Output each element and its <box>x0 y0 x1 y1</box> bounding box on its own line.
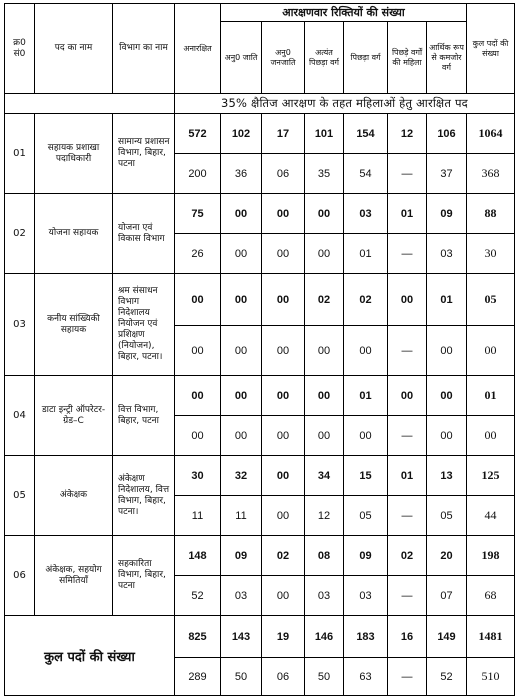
cell-ews-total: 00 <box>427 376 467 416</box>
cell-total-women: 368 <box>467 154 515 194</box>
cell-ebc-women: 00 <box>305 234 344 274</box>
note-spacer <box>5 94 175 114</box>
cell-bc-women-total: 02 <box>388 536 427 576</box>
header-sc: अनु0 जाति <box>221 22 262 94</box>
grand-bc-women-total: 16 <box>388 616 427 658</box>
cell-unreserved-total: 75 <box>175 194 221 234</box>
cell-ews-total: 13 <box>427 456 467 496</box>
post-name: अंकेक्षक <box>35 456 113 536</box>
post-serial: 06 <box>5 536 35 616</box>
cell-total-total: 125 <box>467 456 515 496</box>
post-serial: 05 <box>5 456 35 536</box>
grand-st-total: 19 <box>262 616 305 658</box>
cell-bc-total: 01 <box>344 376 388 416</box>
cell-total-total: 198 <box>467 536 515 576</box>
cell-unreserved-total: 00 <box>175 274 221 326</box>
cell-ews-women: 07 <box>427 576 467 616</box>
cell-ebc-total: 02 <box>305 274 344 326</box>
grand-total-women: 510 <box>467 658 515 696</box>
grand-sc-women: 50 <box>221 658 262 696</box>
header-unreserved: अनारक्षित <box>175 4 221 94</box>
cell-bc-women-total: 12 <box>388 114 427 154</box>
header-bc-women: पिछड़े वर्गों की महिला <box>388 22 427 94</box>
cell-total-total: 88 <box>467 194 515 234</box>
header-reserved-group: आरक्षणवार रिक्तियों की संख्या <box>221 4 467 22</box>
cell-st-women: 00 <box>262 416 305 456</box>
post-department: सामान्य प्रशासन विभाग, बिहार, पटना <box>113 114 175 194</box>
cell-bc-total: 15 <box>344 456 388 496</box>
post-row-total <box>5 376 515 416</box>
grand-ebc-total: 146 <box>305 616 344 658</box>
post-name: कनीय सांख्यिकी सहायक <box>35 274 113 376</box>
cell-unreserved-women: 52 <box>175 576 221 616</box>
cell-unreserved-total: 148 <box>175 536 221 576</box>
women-reservation-note: 35% क्षैतिज आरक्षण के तहत महिलाओं हेतु आरक्षित पद <box>175 94 515 114</box>
header-post-name: पद का नाम <box>35 4 113 94</box>
cell-bc-women-total: 00 <box>388 274 427 326</box>
cell-bc-women: 01 <box>344 234 388 274</box>
cell-unreserved-women: 26 <box>175 234 221 274</box>
cell-ebc-women: 00 <box>305 326 344 376</box>
cell-bc-women-women: — <box>388 154 427 194</box>
cell-bc-total: 09 <box>344 536 388 576</box>
post-serial: 04 <box>5 376 35 456</box>
cell-bc-women: 54 <box>344 154 388 194</box>
cell-ebc-women: 03 <box>305 576 344 616</box>
cell-sc-total: 00 <box>221 274 262 326</box>
header-bc: पिछड़ा वर्ग <box>344 22 388 94</box>
cell-sc-women: 00 <box>221 416 262 456</box>
grand-ebc-women: 50 <box>305 658 344 696</box>
post-department: अंकेक्षण निदेशालय, वित्त विभाग, बिहार, पटना। <box>113 456 175 536</box>
grand-bc-women-women: — <box>388 658 427 696</box>
post-serial: 03 <box>5 274 35 376</box>
cell-sc-total: 00 <box>221 376 262 416</box>
cell-total-women: 00 <box>467 326 515 376</box>
cell-st-women: 00 <box>262 496 305 536</box>
post-department: योजना एवं विकास विभाग <box>113 194 175 274</box>
cell-total-women: 68 <box>467 576 515 616</box>
cell-ews-total: 01 <box>427 274 467 326</box>
header-ews: आर्थिक रूप से कमजोर वर्ग <box>427 22 467 94</box>
cell-unreserved-women: 200 <box>175 154 221 194</box>
cell-st-total: 02 <box>262 536 305 576</box>
post-row-total <box>5 536 515 576</box>
cell-ebc-total: 101 <box>305 114 344 154</box>
cell-sc-total: 09 <box>221 536 262 576</box>
cell-bc-women-women: — <box>388 496 427 536</box>
cell-st-total: 00 <box>262 194 305 234</box>
grand-unreserved-total: 825 <box>175 616 221 658</box>
grand-unreserved-women: 289 <box>175 658 221 696</box>
post-row-total <box>5 456 515 496</box>
grand-st-women: 06 <box>262 658 305 696</box>
cell-bc-women: 05 <box>344 496 388 536</box>
cell-sc-total: 32 <box>221 456 262 496</box>
cell-st-total: 00 <box>262 274 305 326</box>
cell-st-total: 17 <box>262 114 305 154</box>
cell-st-women: 00 <box>262 234 305 274</box>
cell-ews-women: 00 <box>427 326 467 376</box>
cell-bc-total: 154 <box>344 114 388 154</box>
grand-sc-total: 143 <box>221 616 262 658</box>
cell-unreserved-total: 00 <box>175 376 221 416</box>
cell-bc-total: 03 <box>344 194 388 234</box>
cell-sc-women: 00 <box>221 326 262 376</box>
post-department: वित्त विभाग, बिहार, पटना <box>113 376 175 456</box>
header-ebc: अत्यंत पिछड़ा वर्ग <box>305 22 344 94</box>
cell-unreserved-women: 00 <box>175 326 221 376</box>
post-serial: 01 <box>5 114 35 194</box>
cell-bc-women-women: — <box>388 234 427 274</box>
cell-ews-total: 20 <box>427 536 467 576</box>
cell-st-women: 06 <box>262 154 305 194</box>
cell-bc-women: 00 <box>344 326 388 376</box>
grand-bc-total: 183 <box>344 616 388 658</box>
cell-bc-women: 00 <box>344 416 388 456</box>
post-row-total <box>5 194 515 234</box>
cell-bc-women-women: — <box>388 326 427 376</box>
cell-ews-total: 09 <box>427 194 467 234</box>
cell-sc-women: 03 <box>221 576 262 616</box>
header-department: विभाग का नाम <box>113 4 175 94</box>
cell-st-women: 00 <box>262 576 305 616</box>
cell-ebc-women: 00 <box>305 416 344 456</box>
post-name: योजना सहायक <box>35 194 113 274</box>
header-serial: क्र0 सं0 <box>5 4 35 94</box>
cell-ews-women: 37 <box>427 154 467 194</box>
cell-unreserved-women: 00 <box>175 416 221 456</box>
cell-ebc-women: 12 <box>305 496 344 536</box>
header-total: कुल पदों की संख्या <box>467 4 515 94</box>
cell-bc-women-total: 01 <box>388 194 427 234</box>
cell-bc-women-total: 00 <box>388 376 427 416</box>
cell-sc-women: 00 <box>221 234 262 274</box>
cell-ebc-women: 35 <box>305 154 344 194</box>
cell-sc-women: 11 <box>221 496 262 536</box>
cell-total-women: 30 <box>467 234 515 274</box>
post-serial: 02 <box>5 194 35 274</box>
vacancy-table <box>4 3 515 696</box>
grand-total-row <box>5 616 515 658</box>
post-row-total <box>5 274 515 326</box>
grand-bc-women: 63 <box>344 658 388 696</box>
cell-sc-total: 00 <box>221 194 262 234</box>
cell-bc-women-women: — <box>388 416 427 456</box>
cell-total-women: 44 <box>467 496 515 536</box>
cell-sc-total: 102 <box>221 114 262 154</box>
cell-st-total: 00 <box>262 456 305 496</box>
cell-st-total: 00 <box>262 376 305 416</box>
cell-total-total: 1064 <box>467 114 515 154</box>
cell-unreserved-total: 572 <box>175 114 221 154</box>
cell-bc-women-total: 01 <box>388 456 427 496</box>
cell-ebc-total: 08 <box>305 536 344 576</box>
cell-bc-women: 03 <box>344 576 388 616</box>
post-row-total <box>5 114 515 154</box>
post-department: सहकारिता विभाग, बिहार, पटना <box>113 536 175 616</box>
header-st: अनु0 जनजाति <box>262 22 305 94</box>
cell-bc-total: 02 <box>344 274 388 326</box>
cell-ebc-total: 34 <box>305 456 344 496</box>
post-name: डाटा इन्ट्री ऑपरेटर- ग्रेड–C <box>35 376 113 456</box>
cell-total-women: 00 <box>467 416 515 456</box>
cell-ews-women: 03 <box>427 234 467 274</box>
grand-total-total: 1481 <box>467 616 515 658</box>
grand-ews-total: 149 <box>427 616 467 658</box>
cell-unreserved-women: 11 <box>175 496 221 536</box>
cell-ews-total: 106 <box>427 114 467 154</box>
cell-st-women: 00 <box>262 326 305 376</box>
cell-total-total: 01 <box>467 376 515 416</box>
cell-total-total: 05 <box>467 274 515 326</box>
grand-total-label: कुल पदों की संख्या <box>5 616 175 696</box>
post-department: श्रम संसाधन विभाग निदेशालय नियोजन एवं प्रशिक्षण (नियोजन), बिहार, पटना। <box>113 274 175 376</box>
post-name: सहायक प्रशाखा पदाधिकारी <box>35 114 113 194</box>
cell-ews-women: 00 <box>427 416 467 456</box>
cell-bc-women-women: — <box>388 576 427 616</box>
cell-ews-women: 05 <box>427 496 467 536</box>
post-name: अंकेक्षक, सहयोग समितियाँ <box>35 536 113 616</box>
cell-unreserved-total: 30 <box>175 456 221 496</box>
cell-ebc-total: 00 <box>305 194 344 234</box>
cell-ebc-total: 00 <box>305 376 344 416</box>
cell-sc-women: 36 <box>221 154 262 194</box>
grand-ews-women: 52 <box>427 658 467 696</box>
